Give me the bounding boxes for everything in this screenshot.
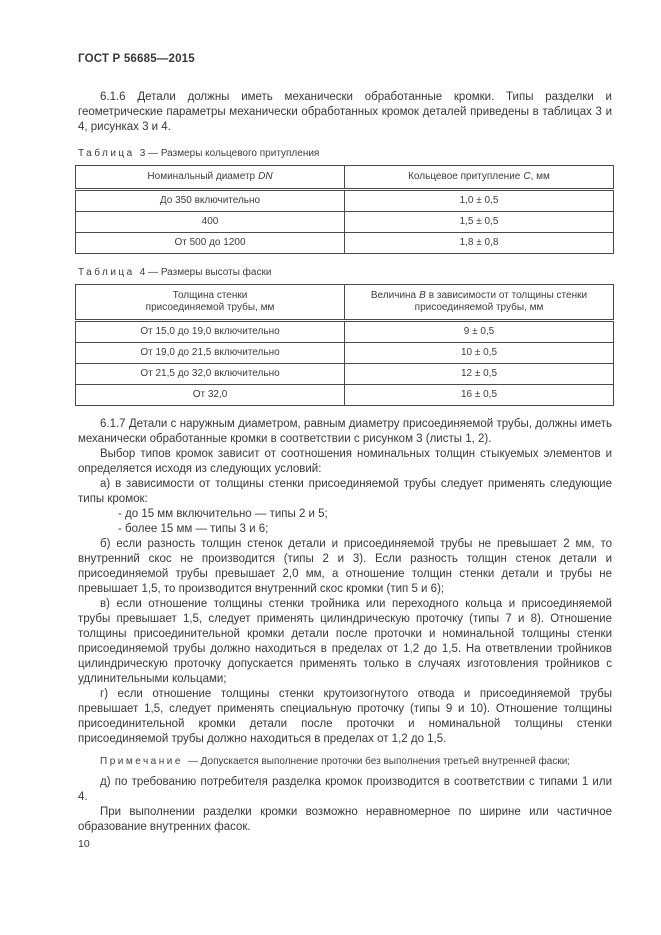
cell-chamfer-value: 9 ± 0,5 bbox=[345, 321, 614, 343]
list-subitem-a1: - до 15 мм включительно — типы 2 и 5; bbox=[118, 508, 328, 520]
cell-thickness-range: От 32,0 bbox=[76, 385, 345, 406]
cell-diameter-range: 400 bbox=[76, 212, 345, 233]
column-header-nominal-diameter: Номинальный диаметр DN bbox=[76, 166, 345, 190]
cell-blunting-value: 1,0 ± 0,5 bbox=[345, 190, 614, 212]
cell-diameter-range: От 500 до 1200 bbox=[76, 233, 345, 254]
cell-blunting-value: 1,5 ± 0,5 bbox=[345, 212, 614, 233]
note-label: Примечание bbox=[100, 756, 183, 767]
table-3-ring-blunting-sizes bbox=[75, 165, 614, 254]
page-number: 10 bbox=[78, 838, 90, 850]
list-item-d: д) по требованию потребителя разделка кромок производится в соответствии с типами 1 или 4. bbox=[78, 776, 612, 803]
cell-chamfer-value: 12 ± 0,5 bbox=[345, 364, 614, 385]
table-caption-word: Таблица bbox=[78, 148, 135, 159]
table-row bbox=[76, 212, 614, 233]
table-4-caption bbox=[78, 267, 612, 279]
table-row bbox=[76, 364, 614, 385]
list-item-g: г) если отношение толщины стенки крутоизогнутого отвода и присоединяемой трубы превышает 1,5, следует применять специальную проточку (типы 9 и 10). Отношение толщины присоединительной кромки детали после проточки и номинальной толщины стенки присоединяемой трубы должно находиться в пределах от 1,2 до 1,5. bbox=[78, 688, 612, 745]
table-row bbox=[76, 233, 614, 254]
table-caption-title: 3 — Размеры кольцевого притупления bbox=[139, 148, 320, 159]
cell-chamfer-value: 16 ± 0,5 bbox=[345, 385, 614, 406]
note-text: — Допускается выполнение проточки без выполнения третьей внутренней фаски; bbox=[187, 756, 571, 767]
table-caption-title: 4 — Размеры высоты фаски bbox=[139, 267, 272, 278]
cell-thickness-range: От 15,0 до 19,0 включительно bbox=[76, 321, 345, 343]
cell-blunting-value: 1,8 ± 0,8 bbox=[345, 233, 614, 254]
page-content bbox=[78, 52, 612, 835]
list-item-a: а) в зависимости от толщины стенки присоединяемой трубы следует применять следующие типы кромок: bbox=[78, 478, 612, 505]
column-header-wall-thickness: Толщина стенки присоединяемой трубы, мм bbox=[76, 285, 345, 321]
table-caption-word: Таблица bbox=[78, 267, 135, 278]
note-paragraph bbox=[78, 755, 612, 768]
cell-diameter-range: До 350 включительно bbox=[76, 190, 345, 212]
table-row bbox=[76, 321, 614, 343]
paragraph-6-1-7: 6.1.7 Детали с наружным диаметром, равным диаметру присоединяемой трубы, должны иметь механически обработанные кромки в соответствии с рисунком 3 (листы 1, 2). bbox=[78, 418, 612, 445]
cell-thickness-range: От 19,0 до 21,5 включительно bbox=[76, 343, 345, 364]
table-row bbox=[76, 385, 614, 406]
list-subitem-a2: - более 15 мм — типы 3 и 6; bbox=[118, 523, 269, 535]
cell-thickness-range: От 21,5 до 32,0 включительно bbox=[76, 364, 345, 385]
table-header-row bbox=[76, 166, 614, 190]
paragraph-6-1-6: 6.1.6 Детали должны иметь механически обработанные кромки. Типы разделки и геометрические параметры механически обработанных кромок деталей приведены в таблицах 3 и 4, рисунках 3 и 4. bbox=[78, 91, 612, 133]
table-row bbox=[76, 343, 614, 364]
paragraph-final: При выполнении разделки кромки возможно неравномерное по ширине или частичное образование внутренних фасок. bbox=[78, 806, 612, 833]
list-item-b: б) если разность толщин стенок детали и присоединяемой трубы не превышает 2 мм, то внутренний скос не производится (типы 2 и 3). Если разность толщин стенок детали и присоединяемой трубы превышает 2,0 мм, а отношение толщин стенки детали и трубы не превышает 1,5, то производится внутренний скос кромки (тип 5 и 6); bbox=[78, 538, 612, 595]
standard-code-header: ГОСТ Р 56685—2015 bbox=[78, 53, 195, 65]
table-header-row bbox=[76, 285, 614, 321]
table-row bbox=[76, 190, 614, 212]
cell-chamfer-value: 10 ± 0,5 bbox=[345, 343, 614, 364]
paragraph-edge-type-choice: Выбор типов кромок зависит от соотношения номинальных толщин стыкуемых элементов и определяется исходя из следующих условий: bbox=[78, 448, 612, 475]
column-header-ring-blunting: Кольцевое притупление С, мм bbox=[345, 166, 614, 190]
table-4-chamfer-height-sizes bbox=[75, 284, 614, 406]
column-header-value-b: Величина В в зависимости от толщины стенки присоединяемой трубы, мм bbox=[345, 285, 614, 321]
list-item-v: в) если отношение толщины стенки тройника или переходного кольца и присоединяемой трубы превышает 1,5, следует применять цилиндрическую проточку (типы 7 и 8). Отношение толщины присоединительной кромки детали после проточки и номинальной толщины стенки присоединяемой трубы должно находиться в пределах от 1,2 до 1,5. На ответвлении тройников цилиндрическую проточку допускается применять только в случаях изготовления тройников с удлинительными кольцами; bbox=[78, 598, 612, 685]
table-3-caption bbox=[78, 148, 612, 160]
